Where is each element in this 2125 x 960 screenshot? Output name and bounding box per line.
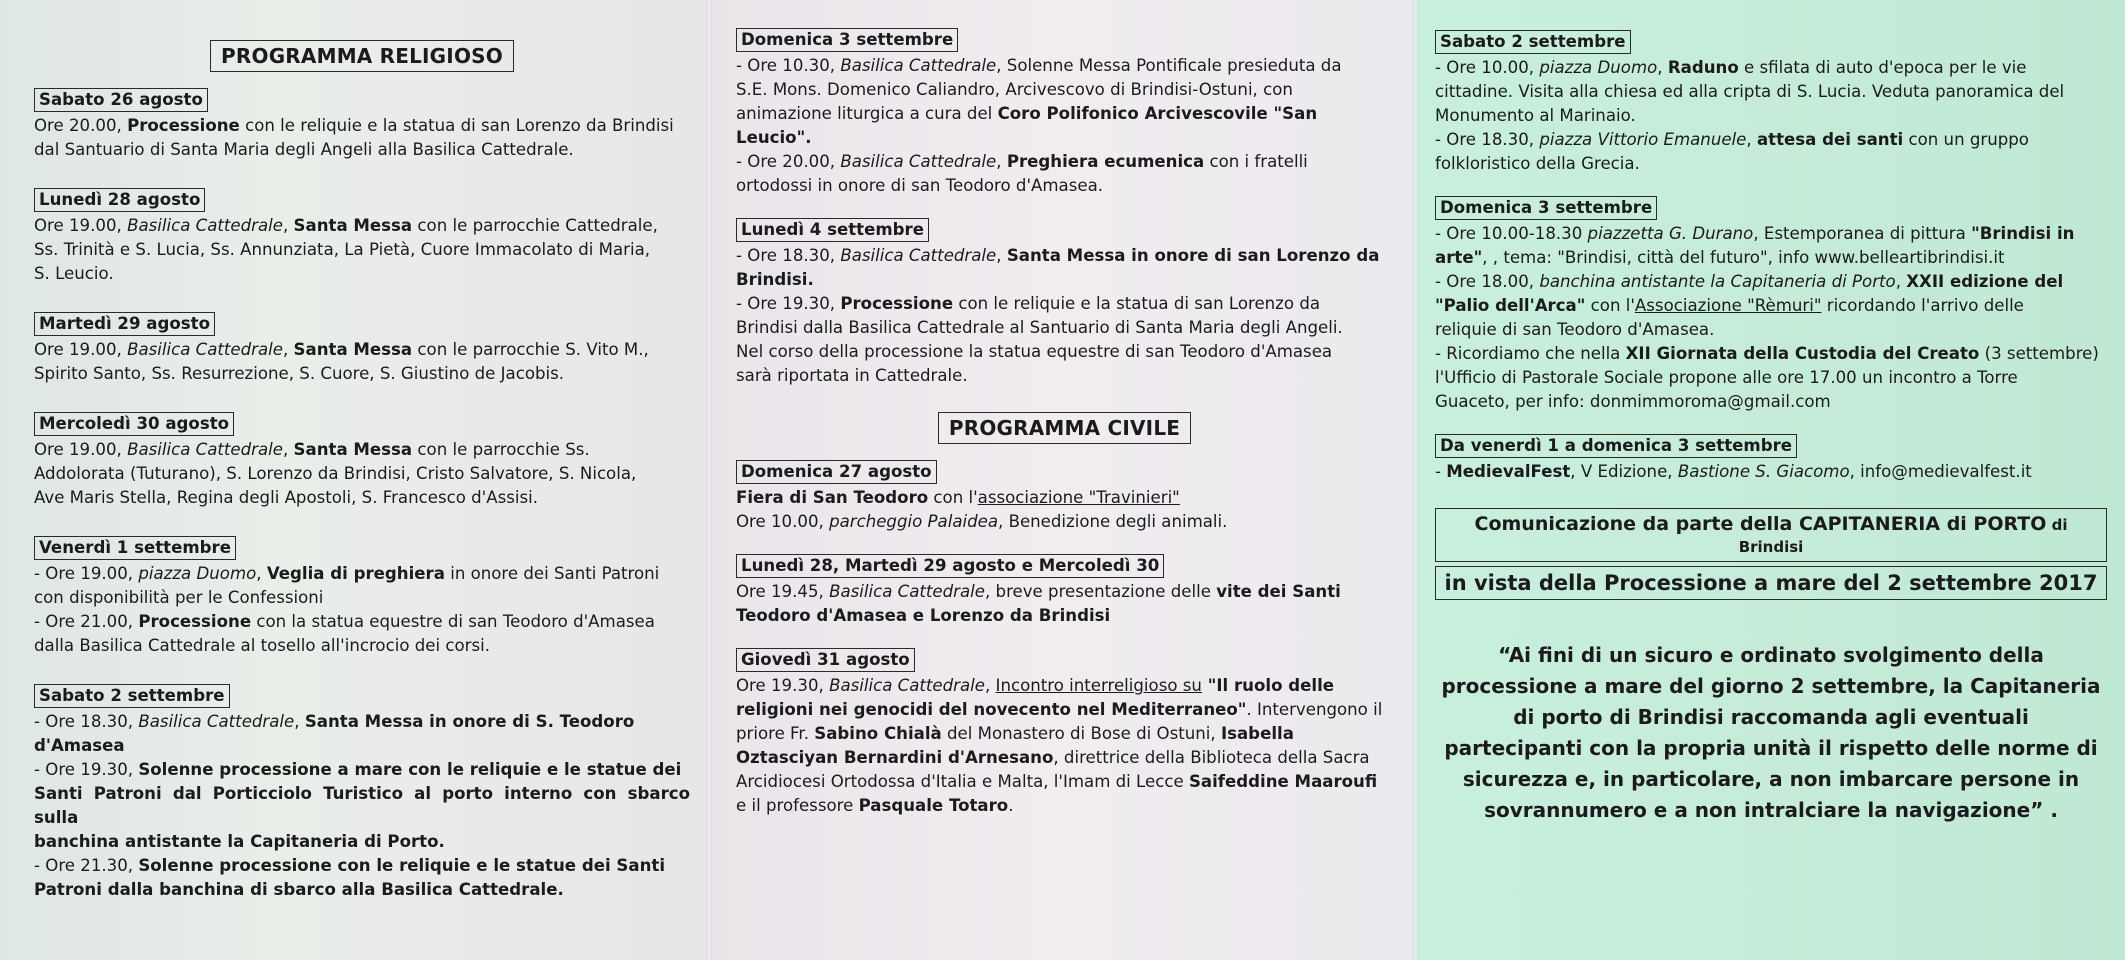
text-run: in onore dei Santi Patroni bbox=[444, 564, 660, 583]
event-block bbox=[1435, 196, 2107, 414]
text-run: piazza Duomo bbox=[138, 564, 257, 583]
text-run: Arcidiocesi Ortodossa d'Italia e Malta, l'Imam di Lecce bbox=[736, 772, 1189, 791]
text-run: , breve presentazione delle bbox=[984, 582, 1217, 601]
text-run: , bbox=[1657, 58, 1668, 77]
text-run: Ore 19.00, bbox=[34, 440, 128, 459]
text-run: XII Giornata della Custodia del Creato bbox=[1625, 344, 1980, 363]
text-run: Basilica Cattedrale bbox=[127, 340, 283, 359]
text-run: Oztasciyan Bernardini d'Arnesano bbox=[736, 748, 1054, 767]
event-text-line bbox=[34, 586, 690, 610]
panel-religioso bbox=[0, 0, 708, 960]
text-run: Ore 19.00, bbox=[34, 216, 128, 235]
text-run: "Il ruolo delle bbox=[1201, 676, 1335, 695]
text-run: Ore 19.30, bbox=[736, 676, 830, 695]
text-run: con le reliquie e la statua di san Lorenzo da bbox=[953, 294, 1321, 313]
text-run: Basilica Cattedrale bbox=[127, 440, 283, 459]
text-run: , bbox=[996, 246, 1007, 265]
event-text-line bbox=[1435, 80, 2107, 104]
event-text-line bbox=[34, 758, 690, 782]
text-run: Santa Messa bbox=[293, 440, 413, 459]
text-run: dal Santuario di Santa Maria degli Angeli alla Basilica Cattedrale. bbox=[34, 140, 574, 159]
text-run: Santi Patroni dal Porticciolo Turistico al porto interno con sbarco sulla bbox=[34, 784, 690, 827]
text-run: vite dei Santi bbox=[1216, 582, 1341, 601]
text-run: Veglia di preghiera bbox=[266, 564, 445, 583]
event-text-line bbox=[34, 138, 690, 162]
notice-heading-main: Comunicazione da parte della CAPITANERIA di PORTO bbox=[1474, 513, 2047, 535]
text-run: , Estemporanea di pittura bbox=[1753, 224, 1972, 243]
text-run: Solenne processione con le reliquie e le statue dei Santi bbox=[138, 856, 666, 875]
event-text-line bbox=[34, 710, 690, 734]
event-text-line bbox=[34, 238, 690, 262]
text-run: , bbox=[256, 564, 267, 583]
event-text-line bbox=[736, 150, 1393, 174]
text-run: animazione liturgica a cura del bbox=[736, 104, 998, 123]
text-run: con l' bbox=[1585, 296, 1635, 315]
text-run: l'Ufficio di Pastorale Sociale propone alle ore 17.00 un incontro a Torre bbox=[1435, 368, 2018, 387]
event-text-line bbox=[1435, 246, 2107, 270]
event-text-line bbox=[736, 698, 1393, 722]
text-run: - Ore 10.30, bbox=[736, 56, 841, 75]
text-run: Basilica Cattedrale bbox=[138, 712, 295, 731]
event-date: Domenica 3 settembre bbox=[736, 28, 958, 52]
text-run: , Benedizione degli animali. bbox=[998, 512, 1228, 531]
event-text-line bbox=[34, 486, 690, 510]
event-block bbox=[1435, 434, 2107, 484]
text-run: attesa dei santi bbox=[1756, 130, 1904, 149]
text-run: Patroni dalla banchina di sbarco alla Basilica Cattedrale. bbox=[34, 880, 564, 899]
text-run: con le parrocchie Cattedrale, bbox=[412, 216, 658, 235]
text-run: , bbox=[282, 340, 294, 359]
text-run: Addolorata (Tuturano), S. Lorenzo da Brindisi, Cristo Salvatore, S. Nicola, bbox=[34, 464, 637, 483]
text-run: "Palio dell'Arca" bbox=[1435, 296, 1586, 315]
event-text-line bbox=[1435, 460, 2107, 484]
text-run: , bbox=[294, 712, 305, 731]
text-run: S.E. Mons. Domenico Caliandro, Arcivescovo di Brindisi-Ostuni, con bbox=[736, 80, 1293, 99]
text-run: Basilica Cattedrale bbox=[840, 56, 997, 75]
middle-religious-events bbox=[736, 28, 1393, 388]
text-run: . Intervengono il bbox=[1246, 700, 1383, 719]
text-run: , Solenne Messa Pontificale presieduta da bbox=[996, 56, 1342, 75]
text-run: Processione bbox=[138, 612, 252, 631]
section-title-religioso: PROGRAMMA RELIGIOSO bbox=[210, 40, 514, 72]
text-run: con disponibilità per le Confessioni bbox=[34, 588, 324, 607]
event-text-line bbox=[736, 316, 1393, 340]
event-text-line bbox=[34, 854, 690, 878]
text-run: Pasquale Totaro bbox=[858, 796, 1009, 815]
event-text-line bbox=[736, 604, 1393, 628]
event-text-line bbox=[1435, 104, 2107, 128]
text-run: Bastione S. Giacomo bbox=[1677, 462, 1850, 481]
event-text-line bbox=[34, 734, 690, 758]
text-run: Brindisi dalla Basilica Cattedrale al Santuario di Santa Maria degli Angeli. bbox=[736, 318, 1343, 337]
event-text-line bbox=[736, 340, 1393, 364]
text-run: arte" bbox=[1435, 248, 1483, 267]
event-block bbox=[736, 648, 1393, 818]
text-run: piazza Vittorio Emanuele bbox=[1539, 130, 1747, 149]
text-run: religioni nei genocidi del novecento nel Mediterraneo" bbox=[736, 700, 1247, 719]
text-run: Ore 10.00, bbox=[736, 512, 830, 531]
text-run: Isabella bbox=[1220, 724, 1294, 743]
text-run: - Ore 20.00, bbox=[736, 152, 841, 171]
text-run: Santa Messa in onore di S. Teodoro bbox=[304, 712, 635, 731]
notice-subheading: in vista della Processione a mare del 2 settembre 2017 bbox=[1435, 566, 2107, 600]
text-run: Solenne processione a mare con le reliquie e le statue dei bbox=[138, 760, 682, 779]
notice-heading-small: di Brindisi bbox=[1738, 516, 2068, 556]
event-text-line bbox=[736, 770, 1393, 794]
text-run: Basilica Cattedrale bbox=[829, 582, 985, 601]
text-run: - Ore 18.00, bbox=[1435, 272, 1540, 291]
event-date: Martedì 29 agosto bbox=[34, 312, 215, 336]
event-text-line bbox=[736, 580, 1393, 604]
text-run: "Brindisi in bbox=[1971, 224, 2075, 243]
text-run: S. Leucio. bbox=[34, 264, 114, 283]
event-date: Venerdì 1 settembre bbox=[34, 536, 236, 560]
text-run: - bbox=[1435, 462, 1447, 481]
text-run: Fiera di San Teodoro bbox=[736, 488, 929, 507]
text-run: Teodoro d'Amasea e Lorenzo da Brindisi bbox=[736, 606, 1111, 625]
paper-fold bbox=[1413, 0, 1419, 960]
text-run: Ore 20.00, bbox=[34, 116, 128, 135]
text-run: Ore 19.00, bbox=[34, 340, 128, 359]
text-run: con le parrocchie S. Vito M., bbox=[412, 340, 649, 359]
text-run: con le parrocchie Ss. bbox=[412, 440, 590, 459]
text-run: , bbox=[282, 440, 294, 459]
text-run: con un gruppo bbox=[1903, 130, 2029, 149]
event-text-line bbox=[736, 486, 1393, 510]
event-block bbox=[34, 412, 690, 510]
event-date: Da venerdì 1 a domenica 3 settembre bbox=[1435, 434, 1797, 458]
event-date: Mercoledì 30 agosto bbox=[34, 412, 234, 436]
text-run: Brindisi. bbox=[736, 270, 814, 289]
text-run: , info@medievalfest.it bbox=[1849, 462, 2032, 481]
text-run: - Ore 18.30, bbox=[736, 246, 841, 265]
text-run: d'Amasea bbox=[34, 736, 125, 755]
text-run: priore Fr. bbox=[736, 724, 815, 743]
event-block bbox=[736, 460, 1393, 534]
event-text-line bbox=[736, 268, 1393, 292]
text-run: folkloristico della Grecia. bbox=[1435, 154, 1640, 173]
event-text-line bbox=[34, 878, 690, 902]
text-run: Basilica Cattedrale bbox=[840, 246, 997, 265]
event-text-line bbox=[736, 102, 1393, 126]
text-run: Ore 19.45, bbox=[736, 582, 830, 601]
text-run: Incontro interreligioso su bbox=[995, 676, 1202, 695]
panel-right bbox=[1415, 0, 2125, 960]
event-text-line bbox=[1435, 222, 2107, 246]
event-block bbox=[736, 28, 1393, 198]
event-block bbox=[1435, 30, 2107, 176]
text-run: Basilica Cattedrale bbox=[127, 216, 283, 235]
event-date: Giovedì 31 agosto bbox=[736, 648, 915, 672]
text-run: . bbox=[1008, 796, 1014, 815]
text-run: Santa Messa bbox=[293, 216, 413, 235]
text-run: , bbox=[996, 152, 1007, 171]
event-text-line bbox=[736, 292, 1393, 316]
event-block bbox=[34, 188, 690, 286]
event-block bbox=[736, 218, 1393, 388]
panel-middle bbox=[708, 0, 1415, 960]
text-run: Raduno bbox=[1667, 58, 1739, 77]
event-text-line bbox=[1435, 318, 2107, 342]
text-run: e il professore bbox=[736, 796, 859, 815]
event-text-line bbox=[34, 338, 690, 362]
text-run: - Ricordiamo che nella bbox=[1435, 344, 1626, 363]
text-run: associazione "Travinieri" bbox=[977, 488, 1180, 507]
event-block bbox=[736, 554, 1393, 628]
event-text-line bbox=[736, 674, 1393, 698]
text-run: - Ore 18.30, bbox=[34, 712, 139, 731]
section-title-civile: PROGRAMMA CIVILE bbox=[938, 412, 1191, 444]
text-run: MedievalFest bbox=[1446, 462, 1571, 481]
text-run: ricordando l'arrivo delle bbox=[1821, 296, 2024, 315]
text-run: - Ore 21.00, bbox=[34, 612, 139, 631]
text-run: piazza Duomo bbox=[1539, 58, 1658, 77]
event-date: Domenica 27 agosto bbox=[736, 460, 937, 484]
event-block bbox=[34, 312, 690, 386]
event-text-line bbox=[736, 794, 1393, 818]
paper-fold bbox=[706, 0, 712, 960]
text-run: Preghiera ecumenica bbox=[1006, 152, 1205, 171]
text-run: Basilica Cattedrale bbox=[829, 676, 985, 695]
text-run: banchina antistante la Capitaneria di Porto. bbox=[34, 832, 445, 851]
event-date: Sabato 2 settembre bbox=[34, 684, 230, 708]
event-text-line bbox=[736, 722, 1393, 746]
text-run: dalla Basilica Cattedrale al tosello all'incrocio dei corsi. bbox=[34, 636, 490, 655]
event-text-line bbox=[736, 364, 1393, 388]
event-date: Sabato 26 agosto bbox=[34, 88, 208, 112]
event-block bbox=[34, 88, 690, 162]
event-text-line bbox=[736, 510, 1393, 534]
event-text-line bbox=[34, 438, 690, 462]
event-text-line bbox=[1435, 56, 2107, 80]
text-run: - Ore 19.30, bbox=[736, 294, 841, 313]
text-run: ortodossi in onore di san Teodoro d'Amasea. bbox=[736, 176, 1104, 195]
religioso-events bbox=[34, 88, 690, 902]
event-text-line bbox=[736, 174, 1393, 198]
text-run: - Ore 10.00, bbox=[1435, 58, 1540, 77]
text-run: Santa Messa bbox=[293, 340, 413, 359]
event-text-line bbox=[1435, 390, 2107, 414]
text-run: Ss. Trinità e S. Lucia, Ss. Annunziata, La Pietà, Cuore Immacolato di Maria, bbox=[34, 240, 651, 259]
event-text-line bbox=[34, 782, 690, 830]
text-run: , bbox=[1895, 272, 1907, 291]
event-text-line bbox=[1435, 128, 2107, 152]
event-text-line bbox=[34, 830, 690, 854]
text-run: Processione bbox=[840, 294, 954, 313]
text-run: , bbox=[282, 216, 294, 235]
text-run: con l' bbox=[928, 488, 978, 507]
text-run: Associazione "Rèmuri" bbox=[1634, 296, 1822, 315]
text-run: Saifeddine Maaroufi bbox=[1188, 772, 1378, 791]
event-text-line bbox=[736, 78, 1393, 102]
text-run: Leucio". bbox=[736, 128, 812, 147]
text-run: Monumento al Marinaio. bbox=[1435, 106, 1636, 125]
text-run: , bbox=[984, 676, 996, 695]
event-text-line bbox=[1435, 270, 2107, 294]
notice-quote: “Ai fini di un sicuro e ordinato svolgimento della processione a mare del giorno 2 settembre, la Capitaneria di porto di Brindisi raccomanda agli eventuali partecipanti con la propria unità il rispetto delle norme di sicurezza e, in particolare, a non imbarcare persone in sovrannumero e a non intralciare la navigazione” . bbox=[1441, 643, 2101, 822]
text-run: cittadine. Visita alla chiesa ed alla cripta di S. Lucia. Veduta panoramica del bbox=[1435, 82, 2065, 101]
civile-events bbox=[736, 460, 1393, 818]
text-run: e sfilata di auto d'epoca per le vie bbox=[1738, 58, 2027, 77]
event-block bbox=[34, 684, 690, 902]
event-block bbox=[34, 536, 690, 658]
text-run: - Ore 19.00, bbox=[34, 564, 139, 583]
text-run: parcheggio Palaidea bbox=[829, 512, 999, 531]
text-run: Basilica Cattedrale bbox=[840, 152, 997, 171]
event-text-line bbox=[34, 462, 690, 486]
text-run: Coro Polifonico Arcivescovile "San bbox=[997, 104, 1318, 123]
text-run: - Ore 19.30, bbox=[34, 760, 139, 779]
event-date: Lunedì 28 agosto bbox=[34, 188, 205, 212]
text-run: del Monastero di Bose di Ostuni, bbox=[941, 724, 1221, 743]
event-text-line bbox=[34, 262, 690, 286]
text-run: - Ore 18.30, bbox=[1435, 130, 1540, 149]
event-text-line bbox=[1435, 152, 2107, 176]
event-text-line bbox=[34, 362, 690, 386]
text-run: Spirito Santo, Ss. Resurrezione, S. Cuore, S. Giustino de Jacobis. bbox=[34, 364, 565, 383]
event-text-line bbox=[34, 634, 690, 658]
event-text-line bbox=[34, 610, 690, 634]
text-run: , direttrice della Biblioteca della Sacra bbox=[1053, 748, 1370, 767]
text-run: Sabino Chialà bbox=[814, 724, 942, 743]
text-run: con la statua equestre di san Teodoro d'Amasea bbox=[251, 612, 655, 631]
text-run: Santa Messa in onore di san Lorenzo da bbox=[1006, 246, 1380, 265]
event-text-line bbox=[736, 244, 1393, 268]
text-run: - Ore 10.00-18.30 bbox=[1435, 224, 1588, 243]
event-text-line bbox=[34, 114, 690, 138]
event-text-line bbox=[1435, 342, 2107, 366]
right-civil-events bbox=[1435, 30, 2107, 484]
text-run: sarà riportata in Cattedrale. bbox=[736, 366, 968, 385]
text-run: - Ore 21.30, bbox=[34, 856, 139, 875]
event-text-line bbox=[736, 54, 1393, 78]
text-run: , bbox=[1746, 130, 1757, 149]
text-run: con le reliquie e la statua di san Lorenzo da Brindisi bbox=[239, 116, 674, 135]
text-run: XXII edizione del bbox=[1906, 272, 2064, 291]
text-run: con i fratelli bbox=[1204, 152, 1308, 171]
text-run: (3 settembre) bbox=[1979, 344, 2099, 363]
text-run: Processione bbox=[127, 116, 240, 135]
event-text-line bbox=[1435, 294, 2107, 318]
text-run: , V Edizione, bbox=[1570, 462, 1678, 481]
notice-heading bbox=[1435, 508, 2107, 562]
text-run: Guaceto, per info: donmimmoroma@gmail.com bbox=[1435, 392, 1831, 411]
text-run: piazzetta G. Durano bbox=[1587, 224, 1754, 243]
event-text-line bbox=[1435, 366, 2107, 390]
event-text-line bbox=[736, 746, 1393, 770]
text-run: reliquie di san Teodoro d'Amasea. bbox=[1435, 320, 1715, 339]
text-run: , , tema: "Brindisi, città del futuro", info www.belleartibrindisi.it bbox=[1482, 248, 2005, 267]
event-text-line bbox=[34, 562, 690, 586]
event-text-line bbox=[34, 214, 690, 238]
event-text-line bbox=[736, 126, 1393, 150]
event-date: Sabato 2 settembre bbox=[1435, 30, 1631, 54]
event-date: Lunedì 4 settembre bbox=[736, 218, 929, 242]
text-run: Nel corso della processione la statua equestre di san Teodoro d'Amasea bbox=[736, 342, 1333, 361]
event-date: Lunedì 28, Martedì 29 agosto e Mercoledì 30 bbox=[736, 554, 1164, 578]
event-date: Domenica 3 settembre bbox=[1435, 196, 1657, 220]
text-run: banchina antistante la Capitaneria di Porto bbox=[1539, 272, 1896, 291]
text-run: Ave Maris Stella, Regina degli Apostoli, S. Francesco d'Assisi. bbox=[34, 488, 539, 507]
